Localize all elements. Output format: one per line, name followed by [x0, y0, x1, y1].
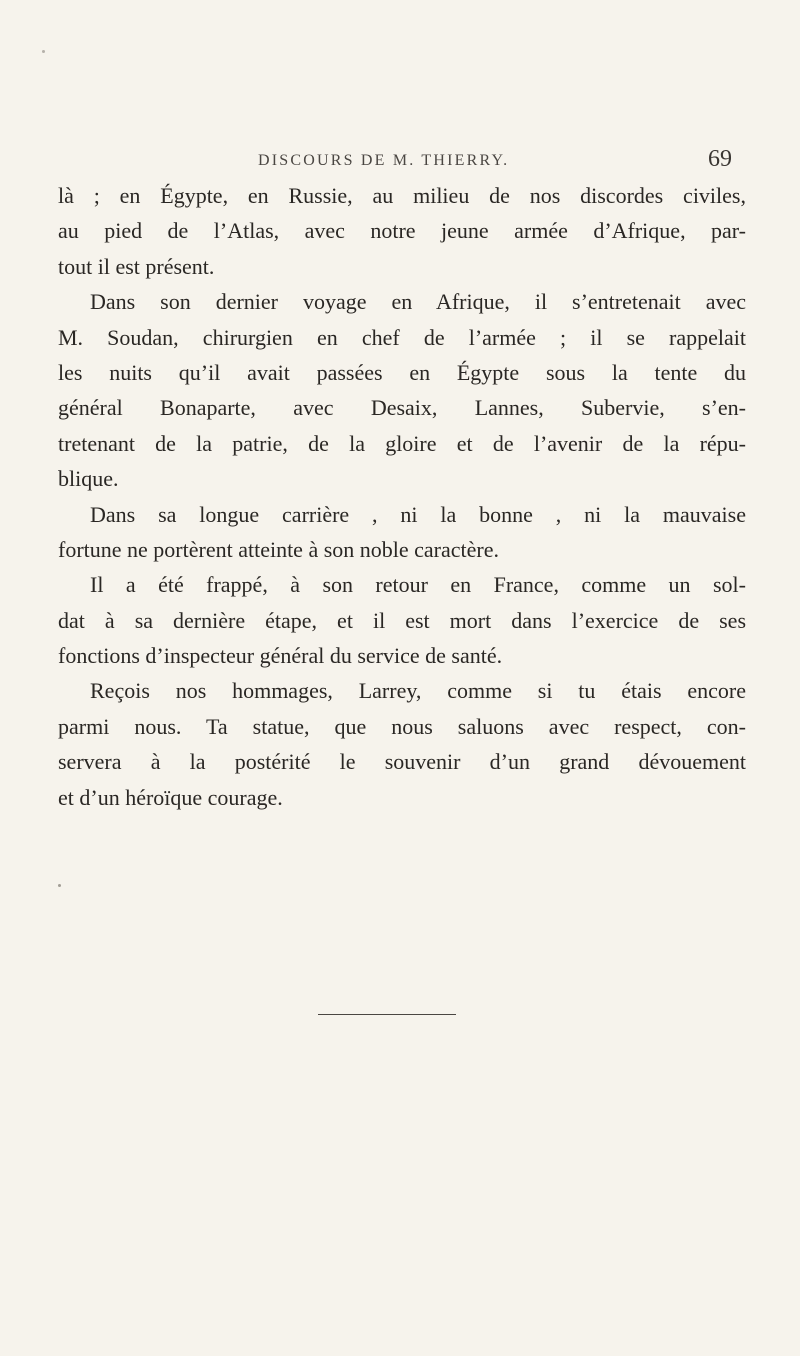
- paper-speck: [42, 50, 45, 53]
- body-text: [58, 178, 746, 815]
- paper-speck: [58, 884, 61, 887]
- running-head: [0, 146, 800, 176]
- text-line: tretenant de la patrie, de la gloire et de l’avenir de la répu-: [58, 430, 746, 456]
- text-line: Dans sa longue carrière , ni la bonne , ni la mauvaise: [90, 501, 746, 527]
- text-line: servera à la postérité le souvenir d’un grand dévouement: [58, 749, 746, 775]
- text-line: au pied de l’Atlas, avec notre jeune armée d’Afrique, par-: [58, 218, 746, 244]
- text-line: blique.: [58, 466, 119, 492]
- page-number: 69: [708, 146, 732, 172]
- running-title: DISCOURS DE M. THIERRY.: [258, 152, 510, 169]
- text-line: Dans son dernier voyage en Afrique, il s’entretenait avec: [90, 289, 746, 315]
- footnote-rule: [318, 1014, 456, 1015]
- text-line: dat à sa dernière étape, et il est mort dans l’exercice de ses: [58, 607, 746, 633]
- text-line: les nuits qu’il avait passées en Égypte sous la tente du: [58, 359, 746, 385]
- text-line: parmi nous. Ta statue, que nous saluons avec respect, con-: [58, 713, 746, 739]
- text-line: là ; en Égypte, en Russie, au milieu de nos discordes civiles,: [58, 183, 746, 208]
- text-line: fortune ne portèrent atteinte à son noble caractère.: [58, 536, 499, 562]
- text-line: Il a été frappé, à son retour en France, comme un sol-: [90, 572, 746, 598]
- text-line: général Bonaparte, avec Desaix, Lannes, Subervie, s’en-: [58, 395, 746, 421]
- text-line: M. Soudan, chirurgien en chef de l’armée ; il se rappelait: [58, 324, 746, 350]
- text-line: tout il est présent.: [58, 253, 215, 279]
- text-line: Reçois nos hommages, Larrey, comme si tu étais encore: [90, 678, 746, 704]
- text-line: fonctions d’inspecteur général du service de santé.: [58, 643, 503, 669]
- text-line: et d’un héroïque courage.: [58, 784, 283, 810]
